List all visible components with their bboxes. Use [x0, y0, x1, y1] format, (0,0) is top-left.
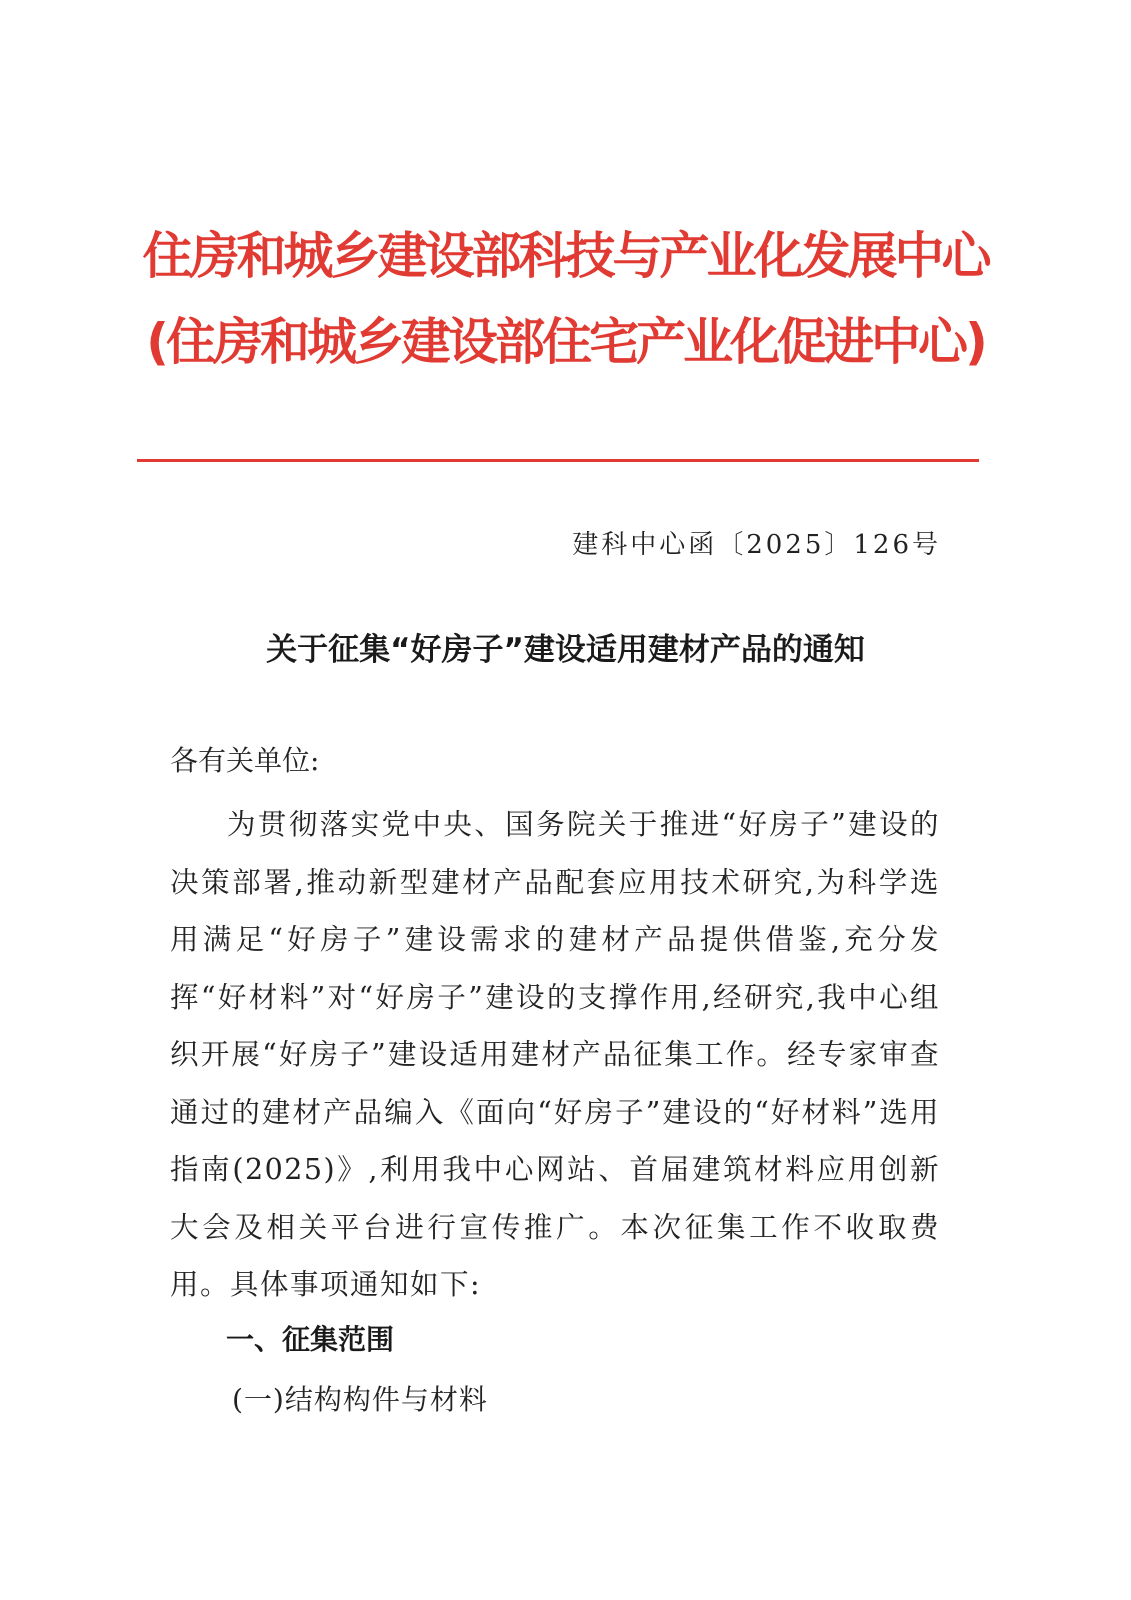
body-paragraph: 为贯彻落实党中央、国务院关于推进“好房子”建设的决策部署,推动新型建材产品配套应用技术研究,为科学选用满足“好房子”建设需求的建材产品提供借鉴,充分发挥“好材料”对“好房子”建设的支撑作用,经研究,我中心组织开展“好房子”建设适用建材产品征集工作。经专家审查通过的建材产品编入《面向“好房子”建设的“好材料”选用指南(2025)》,利用我中心网站、首届建筑材料应用创新大会及相关平台进行宣传推广。本次征集工作不收取费用。具体事项通知如下:	[170, 808, 940, 1301]
section-heading: 一、征集范围	[226, 1323, 395, 1356]
issuing-organization-name: 住房和城乡建设部科技与产业化发展中心	[142, 227, 989, 285]
document-number: 建科中心函〔2025〕126号	[572, 530, 941, 560]
salutation: 各有关单位:	[170, 744, 320, 777]
subsection-heading: (一)结构构件与材料	[232, 1383, 488, 1416]
issuing-organization-alias: (住房和城乡建设部住宅产业化促进中心)	[146, 313, 985, 371]
document-title: 关于征集“好房子”建设适用建材产品的通知	[266, 632, 865, 668]
red-header-rule	[137, 459, 979, 462]
